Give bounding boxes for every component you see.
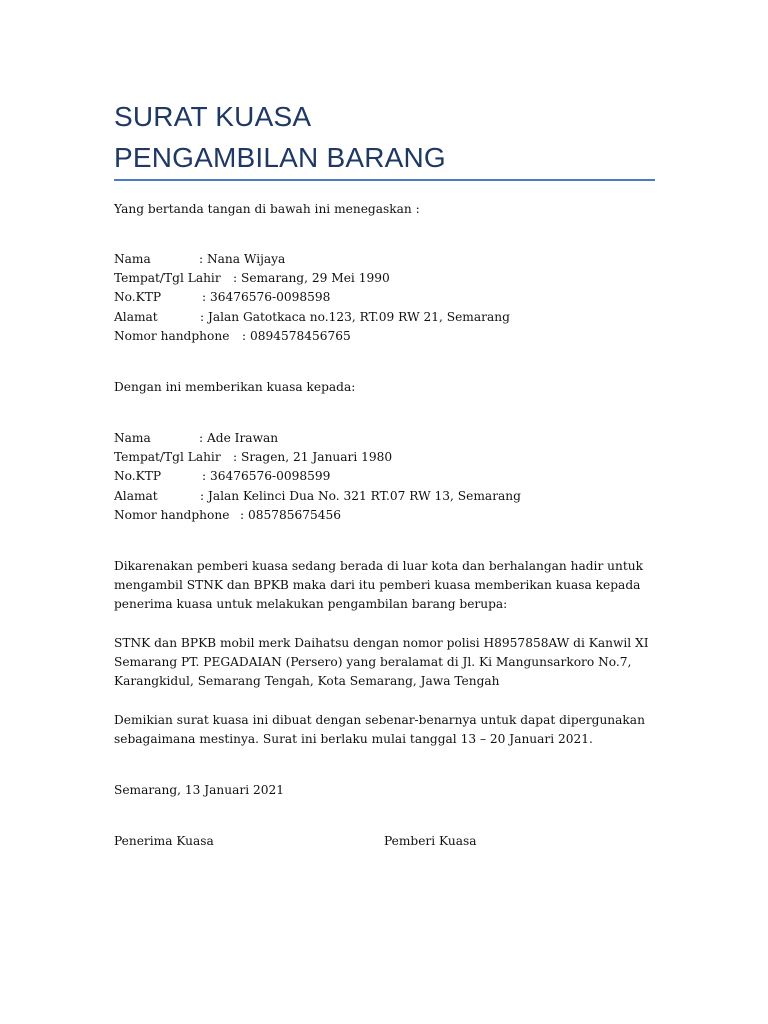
paragraph-reason-line-2: mengambil STNK dan BPKB maka dari itu pemberi kuasa memberikan kuasa kepada (114, 578, 641, 592)
paragraph-closing-line-1: Demikian surat kuasa ini dibuat dengan sebenar-benarnya untuk dapat dipergunakan (114, 713, 645, 727)
title-line-1: SURAT KUASA (114, 101, 312, 132)
penerima-hp-label: Nomor handphone (114, 508, 230, 522)
pemberi-ttl-row (114, 269, 390, 288)
penerima-hp-value: : 085785675456 (240, 508, 342, 522)
paragraph-reason-line-3: penerima kuasa untuk melakukan pengambilan barang berupa: (114, 597, 508, 611)
penerima-hp-row (114, 506, 341, 525)
place-date: Semarang, 13 Januari 2021 (114, 783, 284, 797)
paragraph-items-line-1: STNK dan BPKB mobil merk Daihatsu dengan nomor polisi H8957858AW di Kanwil XI (114, 636, 649, 650)
intro-text: Yang bertanda tangan di bawah ini menegaskan : (114, 202, 420, 216)
pemberi-hp-value: : 0894578456765 (242, 329, 351, 343)
penerima-ktp-value: : 36476576-0098599 (202, 469, 331, 483)
paragraph-reason-line-1: Dikarenakan pemberi kuasa sedang berada di luar kota dan berhalangan hadir untuk (114, 559, 643, 573)
penerima-ktp-row (114, 467, 330, 486)
pemberi-ttl-value: : Semarang, 29 Mei 1990 (233, 271, 390, 285)
pemberi-ktp-row (114, 288, 330, 307)
paragraph-reason (114, 557, 654, 614)
penerima-alamat-value: : Jalan Kelinci Dua No. 321 RT.07 RW 13, Semarang (200, 489, 521, 503)
penerima-nama-row (114, 429, 278, 448)
pemberi-ktp-label: No.KTP (114, 290, 162, 304)
pemberi-hp-row (114, 327, 351, 346)
pemberi-alamat-value: : Jalan Gatotkaca no.123, RT.09 RW 21, Semarang (200, 310, 510, 324)
pemberi-ktp-value: : 36476576-0098598 (202, 290, 331, 304)
penerima-ttl-row (114, 448, 392, 467)
paragraph-items-line-3: Karangkidul, Semarang Tengah, Kota Semarang, Jawa Tengah (114, 674, 500, 688)
paragraph-closing (114, 711, 654, 749)
pemberi-ttl-label: Tempat/Tgl Lahir (114, 271, 221, 285)
title-line-2: PENGAMBILAN BARANG (114, 142, 446, 173)
paragraph-closing-line-2: sebagaimana mestinya. Surat ini berlaku mulai tanggal 13 – 20 Januari 2021. (114, 732, 593, 746)
pemberi-alamat-row (114, 308, 510, 327)
transition-text: Dengan ini memberikan kuasa kepada: (114, 380, 356, 394)
pemberi-nama-value: : Nana Wijaya (199, 252, 286, 266)
penerima-nama-label: Nama (114, 431, 151, 445)
signature-penerima-label: Penerima Kuasa (114, 834, 214, 848)
penerima-ttl-value: : Sragen, 21 Januari 1980 (233, 450, 393, 464)
penerima-alamat-row (114, 487, 521, 506)
pemberi-nama-row (114, 250, 285, 269)
paragraph-items-line-2: Semarang PT. PEGADAIAN (Persero) yang beralamat di Jl. Ki Mangunsarkoro No.7, (114, 655, 632, 669)
document-title (114, 96, 446, 178)
penerima-ttl-label: Tempat/Tgl Lahir (114, 450, 221, 464)
penerima-ktp-label: No.KTP (114, 469, 162, 483)
pemberi-nama-label: Nama (114, 252, 151, 266)
title-underline (114, 179, 655, 181)
paragraph-items (114, 634, 654, 691)
penerima-alamat-label: Alamat (114, 489, 158, 503)
signature-pemberi-label: Pemberi Kuasa (384, 834, 477, 848)
pemberi-alamat-label: Alamat (114, 310, 158, 324)
pemberi-hp-label: Nomor handphone (114, 329, 230, 343)
penerima-nama-value: : Ade Irawan (199, 431, 279, 445)
